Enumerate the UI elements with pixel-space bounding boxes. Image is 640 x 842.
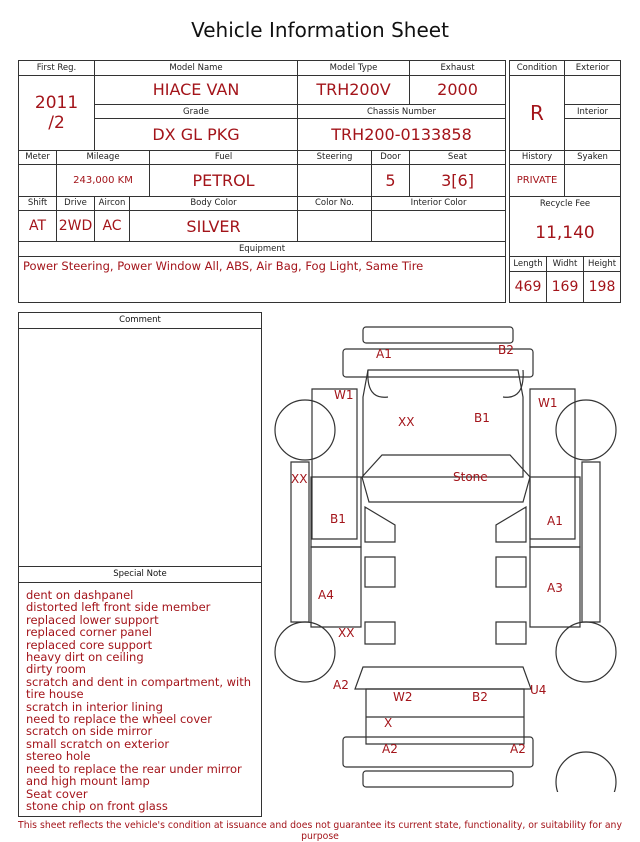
fuel-label: Fuel [150,150,298,165]
rear-bumper-right-mark: A2 [510,742,526,756]
seat-label: Seat [410,150,506,165]
note-item: small scratch on exterior [26,736,170,751]
meter-value [19,165,57,196]
left-front-door-mark: B1 [330,512,346,526]
note-item: scratch in interior lining [26,699,163,714]
note-item: scratch on side mirror [26,724,153,739]
history-value: PRIVATE [510,165,565,196]
equipment-value: Power Steering, Power Window All, ABS, Air Bag, Fog Light, Same Tire [19,257,506,303]
body-color-label: Body Color [130,196,298,211]
body-color-value: SILVER [130,211,298,242]
equipment-label: Equipment [19,242,506,257]
condition-table [509,60,621,303]
width-label: Widht [547,257,584,272]
exhaust-value: 2000 [410,75,506,104]
vehicle-info-table [18,60,506,303]
comment-box [18,312,262,567]
aircon-label: Aircon [95,196,130,211]
syaken-value [565,165,621,196]
condition-label: Condition [510,61,565,76]
interior-value [565,119,621,150]
rear-right-mark: B2 [472,690,488,704]
model-type-value: TRH200V [298,75,410,104]
first-reg-month: /2 [48,112,65,133]
seat-value: 3[6] [410,165,506,196]
left-rear-panel-mark: XX [338,626,355,640]
first-reg-year: 2011 [34,92,79,113]
width-value: 169 [547,271,584,302]
model-type-label: Model Type [298,61,410,76]
color-no-label: Color No. [298,196,372,211]
first-reg-label: First Reg. [19,61,95,76]
note-item: need to replace the wheel cover [26,712,212,727]
note-item: replaced lower support [26,612,159,627]
front-bumper-right-mark: B2 [498,343,514,357]
exterior-value [565,75,621,104]
left-rear-quarter-mark: A2 [333,678,349,692]
drive-label: Drive [57,196,95,211]
drive-value: 2WD [57,211,95,242]
syaken-label: Syaken [565,150,621,165]
length-label: Length [510,257,547,272]
note-item: distorted left front side member [26,600,211,615]
shift-label: Shift [19,196,57,211]
chassis-value: TRH200-0133858 [298,119,506,150]
length-value: 469 [510,271,547,302]
note-item: replaced corner panel [26,625,152,640]
recycle-fee-value: 11,140 [510,211,621,257]
note-item: dent on dashpanel [26,588,134,602]
special-notes-list [19,583,261,812]
fuel-value: PETROL [150,165,298,196]
windshield-right-mark: B1 [474,411,490,425]
right-rear-corner-mark: U4 [530,683,547,697]
front-right-fender-mark: W1 [538,396,558,410]
model-name-value: HIACE VAN [95,75,298,104]
shift-value: AT [19,211,57,242]
right-front-door-mark: A1 [547,514,563,528]
color-no-value [298,211,372,242]
steering-label: Steering [298,150,372,165]
grade-value: DX GL PKG [95,119,298,150]
meter-label: Meter [19,150,57,165]
front-left-fender-mark: W1 [334,388,354,402]
height-label: Height [584,257,621,272]
note-item: heavy dirt on ceiling [26,650,144,665]
door-value: 5 [372,165,410,196]
mileage-label: Mileage [57,150,150,165]
rear-bumper-left-mark: A2 [382,742,398,756]
note-item: stone chip on front glass [26,798,168,813]
model-name-label: Model Name [95,61,298,76]
disclaimer-footer: This sheet reflects the vehicle's condition at issuance and does not guarantee its current state, functionality, or suitability for any purpose [18,820,622,842]
note-item: stereo hole [26,749,91,764]
exterior-label: Exterior [565,61,621,76]
note-item: and high mount lamp [26,774,150,789]
interior-color-value [372,211,506,242]
recycle-fee-label: Recycle Fee [510,196,621,211]
left-rear-side-mark: A4 [318,588,334,602]
mileage-value: 243,000 KM [57,165,150,196]
first-reg-value [19,75,95,150]
page-title: Vehicle Information Sheet [191,18,449,42]
right-rear-side-mark: A3 [547,581,563,595]
comment-label: Comment [19,313,261,329]
aircon-value: AC [95,211,130,242]
back-door-mark: X [384,716,393,730]
note-item: scratch and dent in compartment, with [26,674,252,689]
condition-value: R [510,75,565,150]
roof-mark: Stone [453,470,488,484]
note-item: tire house [26,687,84,702]
history-label: History [510,150,565,165]
interior-label: Interior [565,104,621,119]
chassis-label: Chassis Number [298,104,506,119]
windshield-left-mark: XX [398,415,415,429]
note-item: dirty room [26,662,86,677]
special-note-label: Special Note [19,567,261,583]
front-bumper-left-mark: A1 [376,347,392,361]
left-front-pillar-mark: XX [291,472,308,486]
interior-color-label: Interior Color [372,196,506,211]
grade-label: Grade [95,104,298,119]
vehicle-damage-diagram [270,322,622,792]
note-item: Seat cover [26,786,88,801]
note-item: replaced core support [26,637,153,652]
note-item: need to replace the rear under mirror [26,761,242,776]
steering-value [298,165,372,196]
special-note-box [18,566,262,817]
height-value: 198 [584,271,621,302]
rear-left-mark: W2 [393,690,413,704]
door-label: Door [372,150,410,165]
exhaust-label: Exhaust [410,61,506,76]
